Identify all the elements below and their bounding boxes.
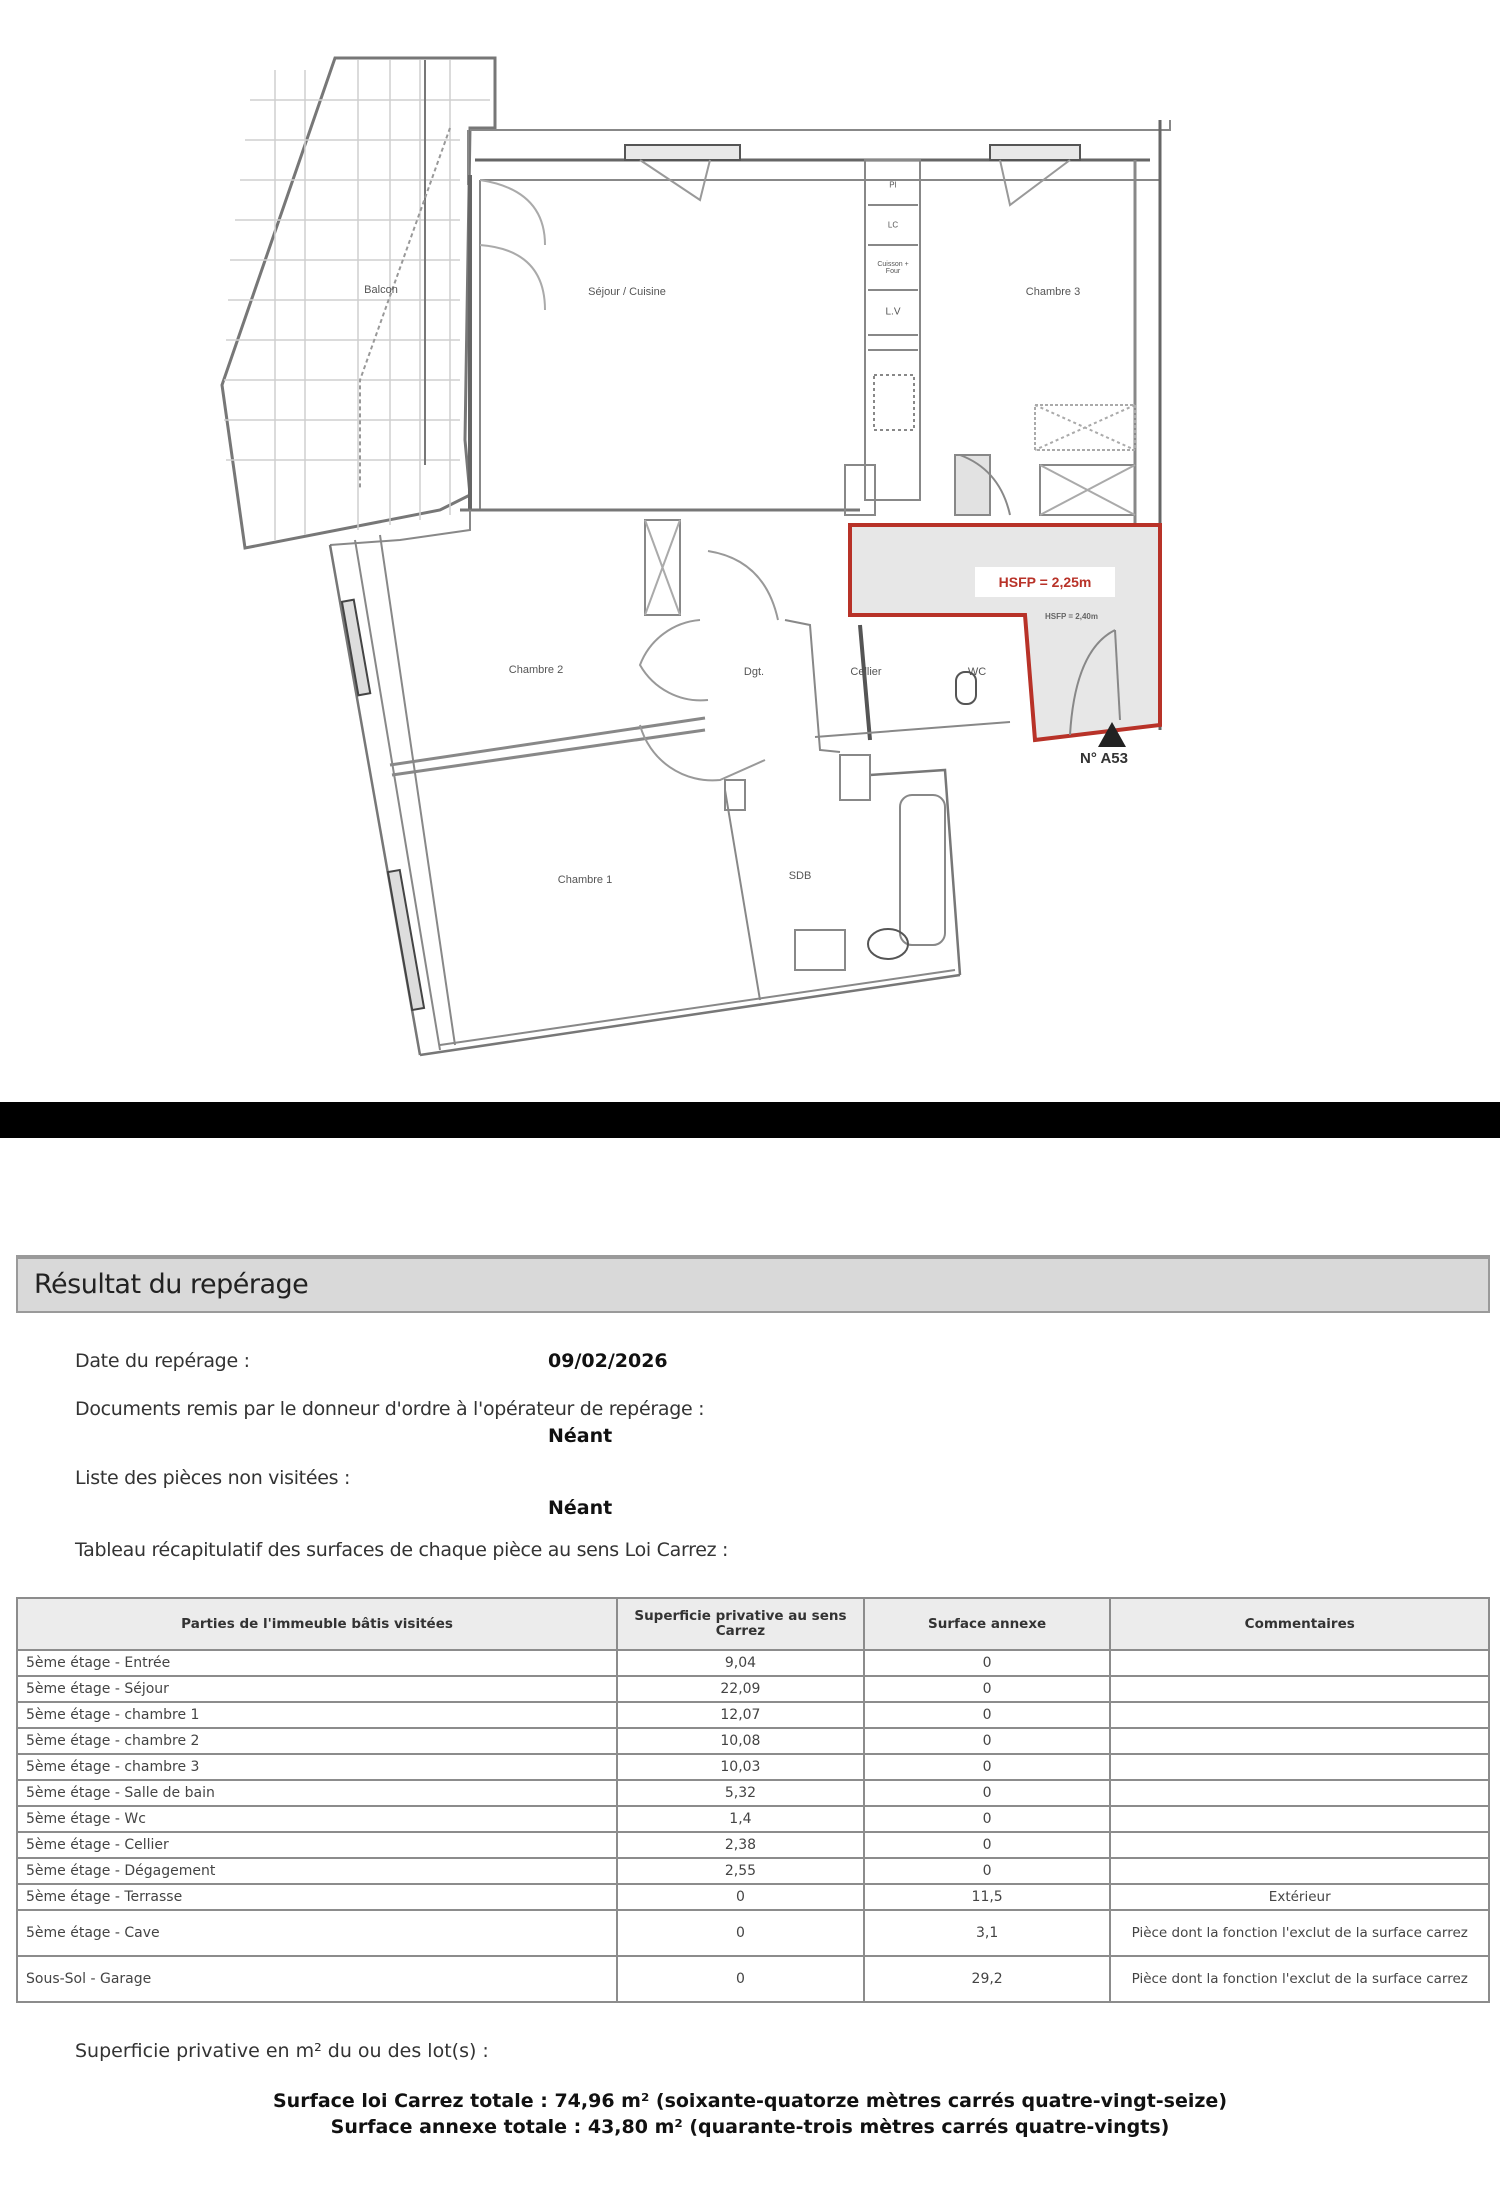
unvisited-value: Néant [548,1497,613,1519]
documents-label: Documents remis par le donneur d'ordre à l'opérateur de repérage : [75,1398,705,1420]
cell-carrez: 5,32 [617,1780,864,1806]
section-divider [0,1102,1500,1138]
cell-annexe: 0 [864,1806,1111,1832]
cell-carrez: 22,09 [617,1676,864,1702]
room-label-dgt: Dgt. [743,666,765,678]
table-row [17,1884,1489,1910]
carrez-table [16,1597,1490,2003]
cell-annexe: 11,5 [864,1884,1111,1910]
cell-carrez: 1,4 [617,1806,864,1832]
date-value: 09/02/2026 [548,1350,668,1372]
cell-annexe: 0 [864,1728,1111,1754]
cell-partie: 5ème étage - chambre 2 [17,1728,617,1754]
total-carrez: Surface loi Carrez totale : 74,96 m² (soixante-quatorze mètres carrés quatre-vingt-seize) [272,2090,1228,2112]
cell-partie: 5ème étage - Terrasse [17,1884,617,1910]
header-commentaires: Commentaires [1110,1598,1489,1650]
cell-commentaire [1110,1650,1489,1676]
cell-carrez: 9,04 [617,1650,864,1676]
cell-annexe: 0 [864,1832,1111,1858]
cell-commentaire [1110,1832,1489,1858]
cell-partie: 5ème étage - Entrée [17,1650,617,1676]
cell-carrez: 2,55 [617,1858,864,1884]
cell-carrez: 12,07 [617,1702,864,1728]
floor-plan [0,0,1500,1100]
room-label-chambre1: Chambre 1 [557,874,613,886]
unvisited-label: Liste des pièces non visitées : [75,1467,351,1489]
cell-annexe: 0 [864,1754,1111,1780]
kitchen-label-cuisson: Cuisson + Four [877,261,909,275]
cell-commentaire: Extérieur [1110,1884,1489,1910]
cell-partie: 5ème étage - Cave [17,1910,617,1956]
room-label-chambre2: Chambre 2 [508,664,564,676]
cell-partie: 5ème étage - Cellier [17,1832,617,1858]
cell-carrez: 0 [617,1910,864,1956]
lot-number-label: N° A53 [1080,750,1128,767]
cell-annexe: 0 [864,1650,1111,1676]
table-row [17,1956,1489,2002]
cell-partie: 5ème étage - chambre 3 [17,1754,617,1780]
cell-commentaire [1110,1676,1489,1702]
cell-carrez: 10,08 [617,1728,864,1754]
cell-commentaire [1110,1858,1489,1884]
table-row [17,1806,1489,1832]
header-annexe: Surface annexe [864,1598,1111,1650]
hsfp-main-label: HSFP = 2,25m [975,567,1115,597]
date-label: Date du repérage : [75,1350,250,1372]
section-title: Résultat du repérage [34,1269,309,1300]
room-label-chambre3: Chambre 3 [1025,286,1081,298]
cell-partie: 5ème étage - chambre 1 [17,1702,617,1728]
room-label-balcon: Balcon [364,284,398,296]
table-header-row [17,1598,1489,1650]
floor-plan-drawing [0,0,1500,1100]
table-row [17,1676,1489,1702]
cell-partie: 5ème étage - Dégagement [17,1858,617,1884]
cell-annexe: 0 [864,1702,1111,1728]
total-annexe: Surface annexe totale : 43,80 m² (quarante-trois mètres carrés quatre-vingts) [330,2116,1170,2138]
cell-annexe: 29,2 [864,1956,1111,2002]
hsfp-secondary-label: HSFP = 2,40m [1045,612,1098,621]
table-row [17,1780,1489,1806]
cell-commentaire [1110,1702,1489,1728]
cell-carrez: 0 [617,1884,864,1910]
cell-partie: 5ème étage - Séjour [17,1676,617,1702]
cell-annexe: 0 [864,1858,1111,1884]
room-label-sejour: Séjour / Cuisine [588,286,666,298]
kitchen-label-pi: PI [889,180,897,190]
kitchen-label-lv: L.V [885,306,901,318]
cell-partie: Sous-Sol - Garage [17,1956,617,2002]
kitchen-label-lc: LC [887,220,899,230]
table-row [17,1754,1489,1780]
cell-commentaire [1110,1780,1489,1806]
header-carrez: Superficie privative au sens Carrez [617,1598,864,1650]
table-row [17,1832,1489,1858]
room-label-cellier: Cellier [850,666,882,678]
cell-partie: 5ème étage - Salle de bain [17,1780,617,1806]
table-row [17,1702,1489,1728]
cell-carrez: 10,03 [617,1754,864,1780]
cell-commentaire [1110,1728,1489,1754]
documents-value: Néant [548,1425,613,1447]
room-label-sdb: SDB [788,870,812,882]
summary-label: Superficie privative en m² du ou des lot(s) : [75,2040,489,2062]
room-label-wc: WC [967,666,987,678]
cell-carrez: 2,38 [617,1832,864,1858]
table-row [17,1650,1489,1676]
table-row [17,1910,1489,1956]
cell-commentaire: Pièce dont la fonction l'exclut de la surface carrez [1110,1956,1489,2002]
cell-partie: 5ème étage - Wc [17,1806,617,1832]
cell-annexe: 0 [864,1676,1111,1702]
cell-commentaire [1110,1806,1489,1832]
cell-commentaire: Pièce dont la fonction l'exclut de la surface carrez [1110,1910,1489,1956]
header-partie: Parties de l'immeuble bâtis visitées [17,1598,617,1650]
cell-commentaire [1110,1754,1489,1780]
hsfp-zone [850,525,1160,740]
cell-annexe: 0 [864,1780,1111,1806]
table-row [17,1858,1489,1884]
table-row [17,1728,1489,1754]
cell-annexe: 3,1 [864,1910,1111,1956]
table-intro: Tableau récapitulatif des surfaces de chaque pièce au sens Loi Carrez : [75,1539,729,1561]
cell-carrez: 0 [617,1956,864,2002]
section-header [16,1255,1490,1313]
